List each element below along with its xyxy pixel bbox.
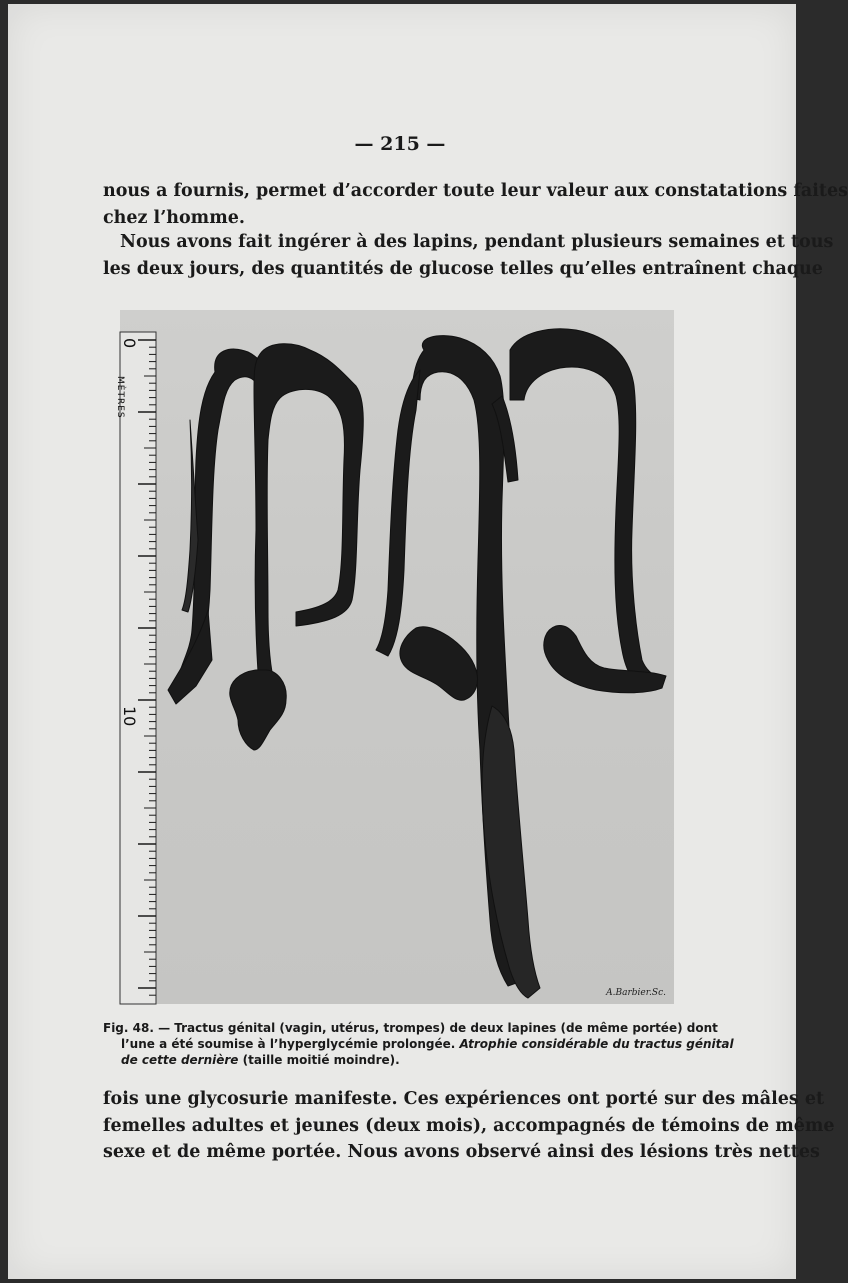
caption-text: — Tractus génital (vagin, utérus, trompes) de deux lapines (de même portée) dont (153, 1021, 718, 1035)
engraver-signature: A.Barbier.Sc. (606, 988, 666, 998)
figure-caption (103, 1020, 734, 1068)
paragraph-2 (103, 229, 834, 282)
caption-line-1 (103, 1020, 718, 1036)
paragraph-2-line: Nous avons fait ingérer à des lapins, pendant plusieurs semaines et tous (120, 232, 834, 252)
ruler (115, 332, 156, 1004)
caption-emphasis: Atrophie considérable du tractus génital (459, 1037, 734, 1051)
caption-text: (taille moitié moindre). (238, 1053, 400, 1067)
specimen-left (168, 344, 363, 750)
figure-photograph (115, 310, 674, 1004)
specimen-right (376, 329, 666, 998)
paragraph-1 (103, 178, 848, 231)
ruler-number-0: 0 (120, 338, 139, 349)
paragraph-2-line: les deux jours, des quantités de glucose telles qu’elles entraînent chaque (103, 258, 823, 279)
paragraph-1-line: nous a fournis, permet d’accorder toute leur valeur aux constatations faites (103, 181, 848, 201)
ruler-number-10: 10 (120, 706, 139, 727)
paragraph-3 (103, 1086, 835, 1166)
caption-emphasis: de cette dernière (121, 1053, 239, 1067)
caption-line-3 (103, 1052, 697, 1068)
specimen-illustration (115, 310, 674, 1004)
ruler-unit-label: MÈTRES (115, 376, 125, 419)
paragraph-3-line: sexe et de même portée. Nous avons observé ainsi des lésions très nettes (103, 1142, 820, 1162)
caption-line-2 (103, 1036, 734, 1052)
caption-figure-label: Fig. 48. (103, 1021, 154, 1035)
page-number: — 215 — (354, 133, 446, 155)
paragraph-3-line: fois une glycosurie manifeste. Ces expériences ont porté sur des mâles et (103, 1089, 825, 1109)
paragraph-3-line: femelles adultes et jeunes (deux mois), accompagnés de témoins de même (103, 1115, 835, 1136)
caption-text: l’une a été soumise à l’hyperglycémie prolongée. (121, 1037, 460, 1051)
paragraph-1-line: chez l’homme. (103, 207, 245, 228)
